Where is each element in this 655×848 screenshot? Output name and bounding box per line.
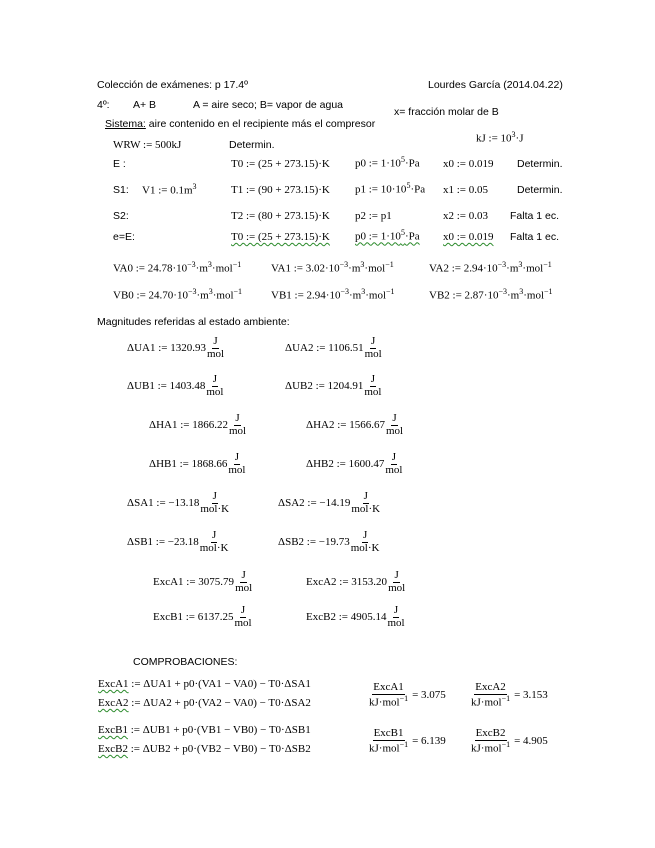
r4-value: = 4.905	[514, 735, 548, 748]
va1-definition	[271, 260, 394, 275]
system-line	[105, 118, 375, 130]
check-eq-exca1	[98, 678, 311, 690]
p0-exponent: 5	[400, 155, 405, 164]
vb2-base: VB2 := 2.87·10	[429, 289, 499, 302]
problem-number: 4º:	[97, 99, 110, 111]
va0-mol-exp: −1	[232, 260, 242, 269]
t0-redefinition: T0 := (25 + 273.15)·K	[231, 231, 330, 243]
p1-unit: ·Pa	[410, 183, 426, 196]
va1-mol: ·mol	[364, 262, 386, 275]
eq4-body: := ΔUB2 + p0·(VB2 − VB0) − T0·ΔSB2	[127, 743, 311, 755]
va0-exp: −3	[187, 260, 196, 269]
comprobaciones-heading: COMPROBACIONES:	[133, 656, 238, 668]
check-eq-excb1	[98, 724, 311, 736]
x1-definition: x1 := 0.05	[443, 184, 489, 196]
dha1-value: ΔHA1 := 1866.22	[149, 419, 228, 432]
va2-definition	[429, 260, 552, 275]
unit-den-s: mol·K	[351, 502, 381, 515]
va0-mol: ·mol	[211, 262, 233, 275]
vb2-exp: −3	[498, 287, 507, 296]
p0b-base: p0 := 1·10	[355, 230, 401, 243]
dua1-definition	[127, 336, 225, 360]
unit-den: mol	[364, 347, 382, 360]
status-e: Determin.	[517, 158, 563, 170]
r2-den-base: kJ·mol	[471, 696, 502, 709]
va0-base: VA0 := 24.78·10	[113, 262, 188, 275]
eq4-name: ExcB2	[98, 743, 128, 755]
system-label: Sistema:	[105, 118, 146, 130]
vb0-unit: ·m	[196, 289, 209, 302]
unit-den: mol	[385, 463, 403, 476]
r4-num: ExcB2	[475, 727, 506, 739]
dub1-value: ΔUB1 := 1403.48	[127, 380, 206, 393]
dsb2-value: ΔSB2 := −19.73	[278, 536, 350, 549]
va0-unit: ·m	[195, 262, 208, 275]
unit-den: mol	[364, 385, 382, 398]
state-e-label: E :	[113, 158, 126, 170]
va2-unit-exp: 3	[518, 260, 523, 269]
vb0-mol-exp: −1	[233, 287, 243, 296]
unit-num: J	[241, 569, 246, 581]
problem-species: A+ B	[133, 99, 157, 111]
unit-den: mol	[385, 424, 404, 437]
vb0-exp: −3	[187, 287, 197, 296]
unit-den: mol	[234, 616, 252, 629]
r1-den	[368, 695, 409, 709]
vb1-exp: −3	[340, 287, 349, 296]
unit-num: J	[212, 373, 218, 385]
p0-base: p0 := 1·10	[355, 157, 401, 170]
r1-den-base: kJ·mol	[369, 696, 400, 709]
result-excb2	[470, 728, 548, 755]
vb2-unit-exp: 3	[519, 287, 524, 296]
dsb2-definition	[278, 530, 380, 554]
unit-den: mol	[235, 581, 253, 594]
state-s1-label: S1:	[113, 184, 129, 196]
unit-den: mol	[228, 424, 247, 437]
exca2-value: ExcA2 := 3153.20	[306, 576, 388, 589]
vb1-definition	[271, 287, 395, 302]
unit-num: J	[371, 335, 376, 347]
exca1-definition	[153, 570, 253, 594]
p1-definition	[355, 181, 425, 196]
vb0-base: VB0 := 24.70·10	[113, 289, 188, 302]
va2-mol-exp: −1	[543, 260, 552, 269]
dhb2-value: ΔHB2 := 1600.47	[306, 458, 385, 471]
x0-definition: x0 := 0.019	[443, 158, 494, 170]
va1-base: VA1 := 3.02·10	[271, 262, 340, 275]
r4-den-exp: −1	[501, 739, 511, 749]
vb2-unit: ·m	[506, 289, 520, 302]
t2-definition: T2 := (80 + 273.15)·K	[231, 210, 330, 222]
r4-den-base: kJ·mol	[471, 742, 502, 755]
dsa2-value: ΔSA2 := −14.19	[278, 497, 351, 510]
va2-unit: ·m	[506, 262, 519, 275]
r3-value: = 6.139	[412, 735, 446, 748]
unit-den-s: mol·K	[200, 502, 230, 515]
r1-den-exp: −1	[399, 693, 409, 703]
eq2-name: ExcA2	[98, 697, 129, 709]
unit-num: J	[240, 604, 246, 616]
x0-redefinition: x0 := 0.019	[443, 231, 494, 243]
vb1-unit: ·m	[348, 289, 362, 302]
unit-num: J	[394, 569, 399, 581]
header-author: Lourdes García (2014.04.22)	[428, 79, 563, 91]
unit-den-s: mol·K	[199, 541, 229, 554]
kj-definition	[476, 130, 524, 145]
check-eq-exca2	[98, 697, 311, 709]
unit-num: J	[234, 451, 240, 463]
r3-num: ExcB1	[373, 727, 404, 739]
dsb1-definition	[127, 530, 229, 554]
p0b-exponent: 5	[400, 228, 405, 237]
r1-value: = 3.075	[412, 689, 446, 702]
vb0-unit-exp: 3	[208, 287, 213, 296]
v1-definition	[142, 182, 197, 197]
v1-exponent: 3	[192, 182, 197, 191]
dsa1-definition	[127, 491, 230, 515]
r2-value: = 3.153	[514, 689, 548, 702]
p1-exponent: 5	[406, 181, 411, 190]
va0-unit-exp: 3	[207, 260, 212, 269]
va2-mol: ·mol	[522, 262, 544, 275]
vb2-mol-exp: −1	[544, 287, 553, 296]
wrw-definition: WRW := 500kJ	[113, 139, 182, 151]
excb2-value: ExcB2 := 4905.14	[306, 611, 387, 624]
vb1-base: VB1 := 2.94·10	[271, 289, 341, 302]
unit-num: J	[370, 373, 376, 385]
vb0-definition	[113, 287, 242, 302]
dua2-definition	[285, 336, 383, 360]
vb0-mol: ·mol	[212, 289, 234, 302]
unit-num: J	[393, 604, 399, 616]
vb1-unit-exp: 3	[361, 287, 366, 296]
status-ee: Falta 1 ec.	[510, 231, 560, 243]
dhb1-value: ΔHB1 := 1868.66	[149, 458, 228, 471]
result-excb1	[368, 728, 446, 755]
result-exca1	[368, 682, 446, 709]
r3-den-base: kJ·mol	[369, 742, 400, 755]
unit-num: J	[392, 412, 397, 424]
dua1-value: ΔUA1 := 1320.93	[127, 342, 206, 355]
dsa2-definition	[278, 491, 381, 515]
check-eq-excb2	[98, 743, 311, 755]
v1-base: V1 := 0.1m	[142, 184, 193, 197]
dsb1-value: ΔSB1 := −23.18	[127, 536, 199, 549]
p1-base: p1 := 10·10	[355, 183, 407, 196]
exca1-value: ExcA1 := 3075.79	[153, 576, 235, 589]
unit-den-s: mol·K	[350, 541, 380, 554]
dua2-value: ΔUA2 := 1106.51	[285, 342, 364, 355]
dub2-definition	[285, 374, 383, 398]
dhb1-definition	[149, 452, 247, 476]
excb2-definition	[306, 605, 406, 629]
wrw-status: Determin.	[229, 139, 275, 151]
vb2-mol: ·mol	[523, 289, 544, 302]
vb1-mol: ·mol	[365, 289, 386, 302]
r2-den-exp: −1	[501, 693, 511, 703]
unit-num: J	[213, 335, 218, 347]
eq1-body: := ΔUA1 + p0·(VA1 − VA0) − T0·ΔSA1	[128, 678, 311, 690]
magnitudes-heading: Magnitudes referidas al estado ambiente:	[97, 316, 290, 328]
unit-den: mol	[228, 463, 246, 476]
va0-definition	[113, 260, 241, 275]
excb1-value: ExcB1 := 6137.25	[153, 611, 234, 624]
va1-unit: ·m	[348, 262, 361, 275]
dha2-value: ΔHA2 := 1566.67	[306, 419, 385, 432]
dsa1-value: ΔSA1 := −13.18	[127, 497, 200, 510]
t0-definition: T0 := (25 + 273.15)·K	[231, 158, 330, 170]
p0b-unit: ·Pa	[404, 230, 420, 243]
unit-num: J	[362, 529, 368, 541]
p0-unit: ·Pa	[404, 157, 420, 170]
va1-mol-exp: −1	[385, 260, 394, 269]
dub2-value: ΔUB2 := 1204.91	[285, 380, 364, 393]
kj-exponent: 3	[511, 130, 516, 139]
dha1-definition	[149, 413, 247, 437]
state-s2-label: S2:	[113, 210, 129, 222]
dha2-definition	[306, 413, 404, 437]
p0-redefinition	[355, 228, 420, 243]
header-title: Colección de exámenes: p 17.4º	[97, 79, 248, 91]
t1-definition: T1 := (90 + 273.15)·K	[231, 184, 330, 196]
kj-base: kJ := 10	[476, 132, 512, 145]
eq2-body: := ΔUA2 + p0·(VA2 − VA0) − T0·ΔSA2	[128, 697, 311, 709]
dub1-definition	[127, 374, 225, 398]
result-exca2	[470, 682, 548, 709]
status-s2: Falta 1 ec.	[510, 210, 560, 222]
unit-num: J	[211, 529, 217, 541]
unit-num: J	[363, 490, 368, 502]
kj-unit: ·J	[515, 132, 524, 145]
status-s1: Determin.	[517, 184, 563, 196]
p0-definition	[355, 155, 420, 170]
p2-definition: p2 := p1	[355, 210, 392, 222]
va2-base: VA2 := 2.94·10	[429, 262, 498, 275]
unit-num: J	[391, 451, 397, 463]
unit-num: J	[235, 412, 240, 424]
r2-num: ExcA2	[475, 681, 506, 693]
state-ee-label: e=E:	[113, 231, 135, 243]
unit-den: mol	[387, 616, 405, 629]
va1-exp: −3	[339, 260, 349, 269]
dhb2-definition	[306, 452, 404, 476]
molar-fraction-definition: x= fracción molar de B	[394, 106, 499, 118]
eq1-name: ExcA1	[98, 678, 129, 690]
unit-den: mol	[388, 581, 406, 594]
r1-num: ExcA1	[373, 681, 404, 693]
r3-den	[368, 741, 409, 755]
va2-exp: −3	[497, 260, 507, 269]
r3-den-exp: −1	[399, 739, 409, 749]
r4-den	[470, 741, 511, 755]
unit-den: mol	[206, 385, 224, 398]
eq3-body: := ΔUB1 + p0·(VB1 − VB0) − T0·ΔSB1	[127, 724, 311, 736]
problem-definition: A = aire seco; B= vapor de agua	[193, 99, 344, 111]
excb1-definition	[153, 605, 253, 629]
vb1-mol-exp: −1	[386, 287, 395, 296]
exca2-definition	[306, 570, 406, 594]
unit-den: mol	[206, 347, 225, 360]
va1-unit-exp: 3	[360, 260, 365, 269]
eq3-name: ExcB1	[98, 724, 128, 736]
r2-den	[470, 695, 511, 709]
vb2-definition	[429, 287, 553, 302]
unit-num: J	[212, 490, 217, 502]
x2-definition: x2 := 0.03	[443, 210, 489, 222]
system-text: aire contenido en el recipiente más el compresor	[148, 118, 376, 130]
